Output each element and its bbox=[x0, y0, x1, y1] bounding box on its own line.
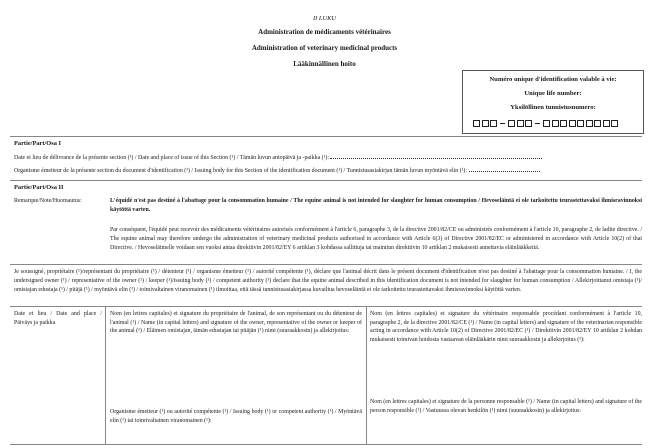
date-place-label: Date et lieu / Date and place / Päiväys ja paikka bbox=[14, 311, 102, 326]
part1-issuer-label: Organisme émetteur de la présente section du document d'identification (¹) / Issuing body for this Section of the identification document (¹) / Tunnistusasiakirjan tämän luvun myöntävä elin (¹): bbox=[14, 168, 468, 174]
uid-label-fr: Numéro unique d'identification valable à vie: bbox=[489, 76, 617, 83]
rule-table-bottom bbox=[10, 444, 642, 445]
title-fr: Administration de médicaments vétérinaires bbox=[258, 28, 391, 36]
uid-cells[interactable] bbox=[473, 120, 620, 127]
remark-label: Remarque/Note/Huomautus: bbox=[14, 198, 82, 204]
issuing-body-field[interactable] bbox=[469, 171, 540, 172]
part1-issuer-line bbox=[14, 168, 540, 174]
uid-cell[interactable] bbox=[525, 120, 532, 127]
uid-cell[interactable] bbox=[577, 120, 584, 127]
part1-heading: Partie/Part/Osa I bbox=[14, 140, 62, 147]
vet-signature-label: Nom (en lettres capitales) et signature du vétérinaire responsable procédant conformément à l'article 10, paragraphe 2, de la directive 2001/82/CE (¹) / Name (in capital letters) and signature of the veterinarian responsible acting in accordance with Article 10(2) of Directive 2001/82/EC (¹) / Direktiivin 2001/82/EY 10 artiklan 2 kohdan mukaisesti toimivan hoidosta vastaavan eläinlääkärin nimi suuraakkosin ja allekirjoitus (¹): bbox=[370, 311, 642, 343]
rule-part2 bbox=[10, 180, 642, 181]
uid-separator bbox=[500, 123, 505, 124]
remark-bold-text: L'équidé n'est pas destiné à l'abattage pour la consommation humaine / The equine animal is not intended for slaughter for human consumption / Hevoseläintä ei ole tarkoitettu teurastettavaksi ihmisravinnoksi käytöttä varten. bbox=[110, 198, 642, 213]
remark-text: Par conséquent, l'équidé peut recevoir des médicaments vétérinaires autorisés conformément à l'article 6, paragraphe 3, de la directive 2001/82/CE ou administrés conformément à l'article 10, paragraphe 2, de ladite directive. / The equine animal may therefore undergo the administration of veterinary medicinal products authorised in accordance with Article 6(3) of Directive 2001/82/EC or administered in accordance with Article 10(2) of that Directive. / Hevoseläimelle voidaan sen vuoksi antaa direktiivin 2001/82/EY 6 artiklan 3 kohdassa sallittuja tai mainitun direktiivin 10 artiklan 2 mukaisesti annettavia eläinlääkkeitä. bbox=[110, 227, 642, 251]
uid-cell[interactable] bbox=[603, 120, 610, 127]
issuing-body-label: Organisme émetteur (¹) ou autorité compétente (¹) / Issuing body (¹) or competent authority (¹) / Myöntävä elin (¹) tai toimivaltainen viranomainen (¹): bbox=[110, 409, 362, 424]
uid-cell[interactable] bbox=[552, 120, 559, 127]
uid-cell[interactable] bbox=[569, 120, 576, 127]
uid-cell[interactable] bbox=[482, 120, 489, 127]
uid-cell[interactable] bbox=[473, 120, 480, 127]
date-place-field[interactable] bbox=[330, 158, 542, 159]
uid-cell[interactable] bbox=[611, 120, 618, 127]
part1-date-line bbox=[14, 155, 542, 161]
uid-label-fi: Yksilöllinen tunnistusnumero: bbox=[510, 104, 596, 111]
uid-cell[interactable] bbox=[490, 120, 497, 127]
uid-separator bbox=[535, 123, 540, 124]
uid-cell[interactable] bbox=[543, 120, 550, 127]
unique-id-box bbox=[462, 70, 644, 134]
part1-date-label: Date et lieu de délivrance de la présente section (¹) / Date and place of issue of this Section (¹) / Tämän luvun antopäivä ja -paikka (¹): bbox=[14, 155, 329, 161]
owner-signature-label: Nom (en lettres capitales) et signature du propriétaire de l'animal, de son représentant ou du détenteur de l'animal (¹) / Name (in capital letters) and signature of the owner, representative of the owner or keeper of the animal (¹) / Eläimen omistajan, tämän edustajan tai pitäjän (¹) nimi (suuraakkosin) ja allekirjoitus: bbox=[110, 311, 362, 335]
uid-label-en: Unique life number: bbox=[524, 90, 582, 97]
uid-cell[interactable] bbox=[594, 120, 601, 127]
rule-part1 bbox=[10, 136, 642, 137]
rule-declaration bbox=[10, 264, 642, 265]
declaration-text: Je soussigné, propriétaire (¹)/représentant du propriétaire (¹) / détenteur (¹) / organisme émetteur (¹) / autorité compétente (¹), déclare que l'animal décrit dans le présent document d'identification n'est pas destiné à l'abattage pour la consommation humaine. / I, the undersigned owner (¹) / representative of the owner (¹) / keeper (¹)/issuing body (¹) / competent authority (¹) declare that the equine animal described in this identification document is not intended for slaughter for human consumption / Allekirjoittanut omistaja (¹)/ omistajan edustaja (¹) / pitäjä (¹) / myöntävä elin (¹) / toimivaltainen viranomainen (¹) ilmoittaa, että tässä tunnistusasiakirjassa kuvailtua hevoseläintä ei ole tarkoitettu teurastettavaksi ihmisravinnoksi käytöttä varten. bbox=[14, 269, 642, 293]
uid-cell[interactable] bbox=[586, 120, 593, 127]
part2-heading: Partie/Part/Osa II bbox=[14, 184, 64, 191]
responsible-person-label: Nom (en lettres capitales) et signature de la personne responsable (¹) / Name (in capital letters) and signature of the person responsible (¹) / Vastuussa olevan henkilön (¹) nimi (suuraakkosin) ja allekirjoitus: bbox=[370, 399, 642, 414]
uid-cell[interactable] bbox=[560, 120, 567, 127]
uid-cell[interactable] bbox=[517, 120, 524, 127]
table-divider-2 bbox=[366, 306, 367, 444]
uid-cell[interactable] bbox=[508, 120, 515, 127]
table-divider-1 bbox=[105, 306, 106, 444]
title-en: Administration of veterinary medicinal products bbox=[251, 44, 398, 52]
part-code: II LUKU bbox=[313, 15, 336, 22]
title-fi: Lääkinnällinen hoito bbox=[293, 60, 356, 68]
